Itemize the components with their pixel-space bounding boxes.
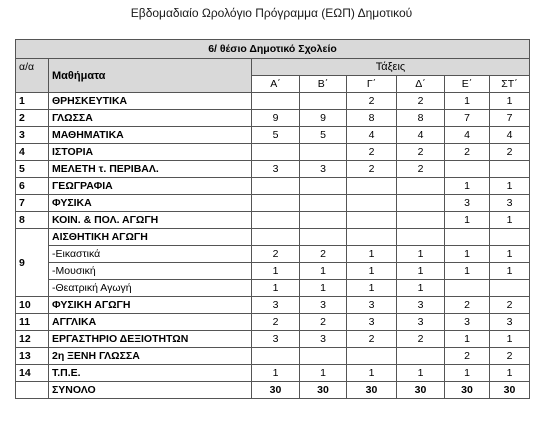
hours-cell (397, 195, 445, 212)
subject-name: ΜΑΘΗΜΑΤΙΚΑ (49, 127, 252, 144)
subject-name: ΕΡΓΑΣΤΗΡΙΟ ΔΕΞΙΟΤΗΤΩΝ (49, 331, 252, 348)
subject-row (16, 127, 530, 144)
hours-cell: 2 (347, 161, 397, 178)
hours-cell: 2 (300, 246, 347, 263)
hours-cell: 1 (445, 93, 490, 110)
subject-name: ΦΥΣΙΚΗ ΑΓΩΓΗ (49, 297, 252, 314)
subject-row (16, 195, 530, 212)
hours-cell: 8 (347, 110, 397, 127)
hours-cell (490, 280, 530, 297)
hours-cell: 3 (445, 195, 490, 212)
hours-cell: 2 (490, 348, 530, 365)
hours-cell: 2 (445, 348, 490, 365)
subject-name: ΦΥΣΙΚΑ (49, 195, 252, 212)
subject-name: ΓΕΩΓΡΑΦΙΑ (49, 178, 252, 195)
hours-cell: 1 (347, 246, 397, 263)
subject-name: -Θεατρική Αγωγή (49, 280, 252, 297)
hours-cell (397, 178, 445, 195)
row-number: 9 (16, 229, 49, 297)
hours-cell (347, 195, 397, 212)
hours-cell: 3 (300, 297, 347, 314)
row-number: 14 (16, 365, 49, 382)
hours-cell: 1 (445, 263, 490, 280)
subject-name: -Εικαστικά (49, 246, 252, 263)
hours-cell: 4 (347, 127, 397, 144)
subject-name: ΑΓΓΛΙΚΑ (49, 314, 252, 331)
hours-cell: 1 (445, 178, 490, 195)
total-cell: 30 (490, 382, 530, 399)
hours-cell: 8 (397, 110, 445, 127)
hours-cell: 7 (490, 110, 530, 127)
subject-row (16, 331, 530, 348)
hours-cell: 1 (397, 246, 445, 263)
total-cell: 30 (397, 382, 445, 399)
subject-row (16, 365, 530, 382)
hours-cell: 1 (347, 365, 397, 382)
hours-cell: 1 (490, 212, 530, 229)
hours-cell (445, 229, 490, 246)
hours-cell: 1 (300, 365, 347, 382)
hours-cell: 1 (252, 280, 300, 297)
hours-cell: 1 (252, 365, 300, 382)
hours-cell (252, 178, 300, 195)
hours-cell (252, 348, 300, 365)
hours-cell (490, 229, 530, 246)
hours-cell: 2 (347, 144, 397, 161)
hours-cell: 1 (490, 365, 530, 382)
hours-cell: 2 (252, 246, 300, 263)
hours-cell: 3 (300, 161, 347, 178)
row-number: 8 (16, 212, 49, 229)
subject-row (16, 212, 530, 229)
hours-cell: 1 (347, 280, 397, 297)
hours-cell: 7 (445, 110, 490, 127)
hours-cell (347, 212, 397, 229)
document-title: Εβδομαδιαίο Ωρολόγιο Πρόγραμμα (ΕΩΠ) Δημοτικού (130, 6, 413, 20)
hours-cell: 5 (252, 127, 300, 144)
header-row-1 (16, 59, 530, 76)
subject-group-heading: ΑΙΣΘΗΤΙΚΗ ΑΓΩΓΗ (49, 229, 252, 246)
hours-cell: 2 (397, 161, 445, 178)
hours-cell (445, 161, 490, 178)
hours-cell: 2 (490, 144, 530, 161)
hours-cell: 3 (300, 331, 347, 348)
hours-cell (252, 229, 300, 246)
hours-cell: 1 (490, 93, 530, 110)
hours-cell (300, 178, 347, 195)
hours-cell: 2 (300, 314, 347, 331)
subject-row (16, 93, 530, 110)
row-number: 3 (16, 127, 49, 144)
hours-cell: 3 (252, 331, 300, 348)
hours-cell: 3 (252, 161, 300, 178)
aesthetic-subrow (16, 263, 530, 280)
hours-cell: 2 (347, 93, 397, 110)
hours-cell (490, 161, 530, 178)
hours-cell (445, 280, 490, 297)
hours-cell (397, 229, 445, 246)
grade-header: Α΄ (252, 76, 300, 93)
row-number: 4 (16, 144, 49, 161)
subject-name: ΜΕΛΕΤΗ τ. ΠΕΡΙΒΑΛ. (49, 161, 252, 178)
hours-cell: 1 (445, 212, 490, 229)
subject-name: 2η ΞΕΝΗ ΓΛΩΣΣΑ (49, 348, 252, 365)
total-row (16, 382, 530, 399)
hours-cell: 2 (347, 331, 397, 348)
hours-cell: 3 (347, 314, 397, 331)
subject-name: ΘΡΗΣΚΕΥΤΙΚΑ (49, 93, 252, 110)
hours-cell: 9 (252, 110, 300, 127)
total-cell: 30 (252, 382, 300, 399)
hours-cell: 1 (445, 246, 490, 263)
hours-cell: 2 (252, 314, 300, 331)
hours-cell (300, 144, 347, 161)
hours-cell: 4 (445, 127, 490, 144)
row-number: 6 (16, 178, 49, 195)
school-type-row (16, 40, 530, 59)
total-label: ΣΥΝΟΛΟ (49, 382, 252, 399)
subject-name: ΚΟΙΝ. & ΠΟΛ. ΑΓΩΓΗ (49, 212, 252, 229)
subject-name: ΓΛΩΣΣΑ (49, 110, 252, 127)
grade-header: Ε΄ (445, 76, 490, 93)
hours-cell: 3 (347, 297, 397, 314)
hours-cell (347, 348, 397, 365)
subject-row (16, 144, 530, 161)
hours-cell: 4 (490, 127, 530, 144)
hours-cell: 1 (397, 365, 445, 382)
hours-cell: 2 (397, 144, 445, 161)
hours-cell (397, 212, 445, 229)
total-cell: 30 (347, 382, 397, 399)
hours-cell: 1 (347, 263, 397, 280)
hours-cell: 3 (252, 297, 300, 314)
hours-cell (252, 212, 300, 229)
schedule-table (15, 39, 530, 399)
hours-cell: 4 (397, 127, 445, 144)
hours-cell: 1 (490, 246, 530, 263)
hours-cell (300, 348, 347, 365)
hours-cell: 1 (445, 331, 490, 348)
hours-cell: 1 (490, 331, 530, 348)
hours-cell: 2 (397, 331, 445, 348)
row-number: 13 (16, 348, 49, 365)
hours-cell (347, 229, 397, 246)
row-number (16, 382, 49, 399)
hours-cell (397, 348, 445, 365)
hours-cell (300, 229, 347, 246)
hours-cell: 5 (300, 127, 347, 144)
subject-row (16, 178, 530, 195)
hours-cell: 1 (300, 280, 347, 297)
hours-cell (300, 212, 347, 229)
hours-cell (252, 93, 300, 110)
subject-row (16, 161, 530, 178)
hours-cell: 1 (490, 263, 530, 280)
row-number: 10 (16, 297, 49, 314)
aesthetic-subrow (16, 246, 530, 263)
row-number: 5 (16, 161, 49, 178)
grades-group-header: Τάξεις (252, 59, 530, 76)
row-number: 11 (16, 314, 49, 331)
hours-cell: 2 (445, 297, 490, 314)
hours-cell: 2 (397, 93, 445, 110)
grade-header: ΣΤ΄ (490, 76, 530, 93)
row-number: 2 (16, 110, 49, 127)
aesthetic-group-row (16, 229, 530, 246)
hours-cell: 3 (397, 314, 445, 331)
subject-name: Τ.Π.Ε. (49, 365, 252, 382)
hours-cell (347, 178, 397, 195)
hours-cell (300, 195, 347, 212)
row-number: 12 (16, 331, 49, 348)
subject-name: -Μουσική (49, 263, 252, 280)
row-number: 1 (16, 93, 49, 110)
subject-row (16, 348, 530, 365)
hours-cell: 1 (397, 280, 445, 297)
aesthetic-subrow (16, 280, 530, 297)
hours-cell: 1 (300, 263, 347, 280)
school-type-label: 6/ θέσιο Δημοτικό Σχολείο (16, 40, 530, 59)
hours-cell: 3 (445, 314, 490, 331)
hours-cell: 9 (300, 110, 347, 127)
hours-cell (300, 93, 347, 110)
subject-name: ΙΣΤΟΡΙΑ (49, 144, 252, 161)
total-cell: 30 (445, 382, 490, 399)
row-number: 7 (16, 195, 49, 212)
hours-cell: 1 (252, 263, 300, 280)
hours-cell: 2 (490, 297, 530, 314)
grade-header: Δ΄ (397, 76, 445, 93)
hours-cell: 1 (397, 263, 445, 280)
grade-header: Γ΄ (347, 76, 397, 93)
total-cell: 30 (300, 382, 347, 399)
subject-row (16, 314, 530, 331)
hours-cell: 3 (397, 297, 445, 314)
aa-column-header: α/α (16, 59, 49, 93)
subject-row (16, 110, 530, 127)
hours-cell: 1 (445, 365, 490, 382)
hours-cell: 3 (490, 195, 530, 212)
grade-header: Β΄ (300, 76, 347, 93)
subjects-column-header: Μαθήματα (49, 59, 252, 93)
hours-cell: 1 (490, 178, 530, 195)
hours-cell: 3 (490, 314, 530, 331)
hours-cell (252, 195, 300, 212)
subject-row (16, 297, 530, 314)
hours-cell: 2 (445, 144, 490, 161)
hours-cell (252, 144, 300, 161)
